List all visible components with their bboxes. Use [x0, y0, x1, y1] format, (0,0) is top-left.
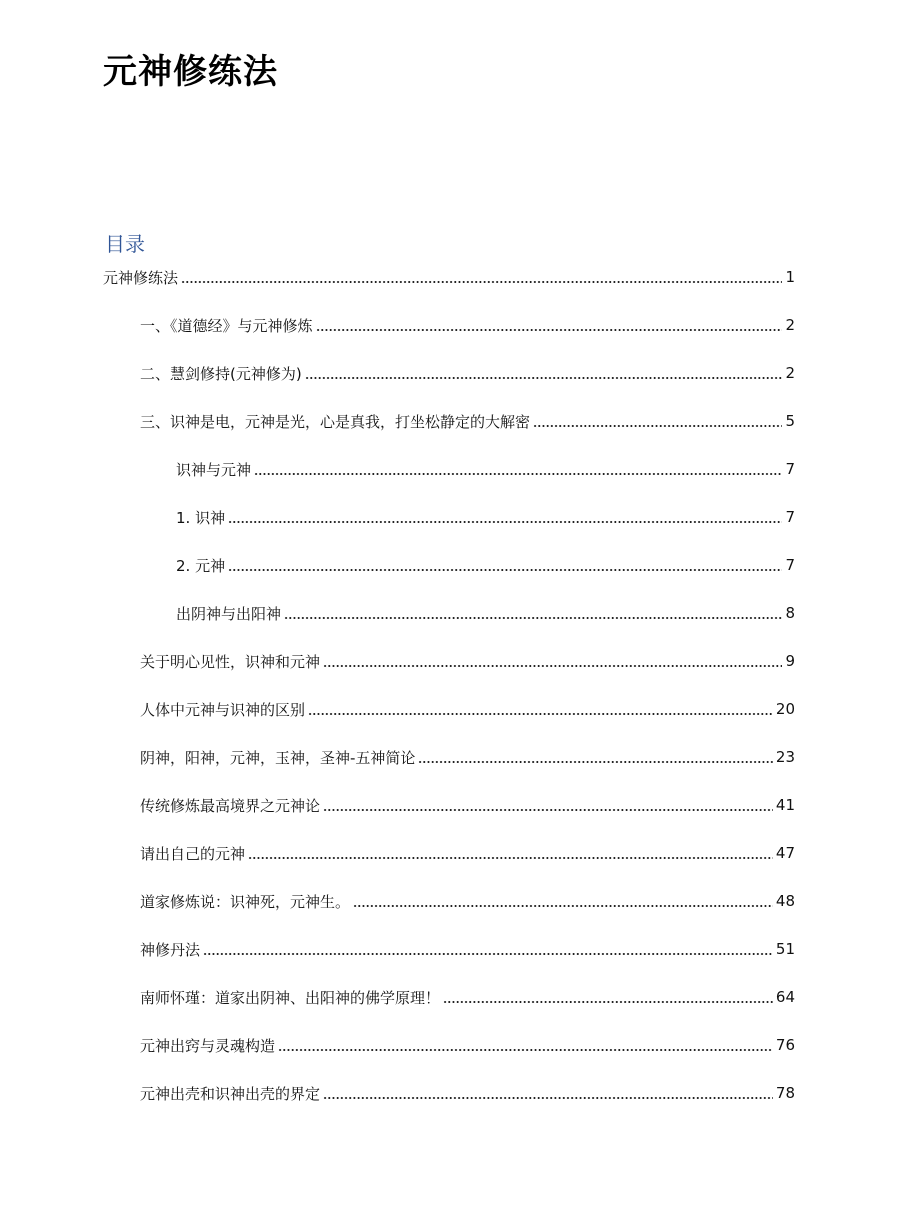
- toc-entry[interactable]: [140, 733, 795, 781]
- toc-entry-label: 请出自己的元神: [140, 844, 246, 863]
- toc-dot-leader: [254, 473, 782, 475]
- toc-entry-page: 64: [775, 988, 795, 1006]
- toc-entry-label: 出阴神与出阳神: [176, 604, 282, 623]
- toc-dot-leader: [533, 425, 782, 427]
- toc-entry-label: 阴神，阳神，元神，玉神，圣神-五神简论: [140, 748, 416, 767]
- toc-entry-label: 三、识神是电，元神是光，心是真我，打坐松静定的大解密: [140, 412, 531, 431]
- toc-entry-page: 2: [785, 364, 795, 382]
- toc-dot-leader: [316, 329, 783, 331]
- toc-entry-label: 元神出窍与灵魂构造: [140, 1036, 276, 1055]
- toc-entry[interactable]: [140, 397, 795, 445]
- toc-dot-leader: [284, 617, 782, 619]
- toc-entry[interactable]: [140, 637, 795, 685]
- toc-dot-leader: [418, 761, 772, 763]
- toc-entry-page: 48: [775, 892, 795, 910]
- toc-entry-page: 2: [785, 316, 795, 334]
- toc-entry-label: 二、慧剑修持(元神修为): [140, 364, 302, 383]
- toc-entry-label: 元神修练法: [103, 268, 179, 287]
- toc-entry-label: 神修丹法: [140, 940, 201, 959]
- toc-entry[interactable]: [140, 1021, 795, 1069]
- toc-entry-label: 道家修炼说：识神死，元神生。: [140, 892, 351, 911]
- toc-entry-page: 9: [785, 652, 795, 670]
- toc-entry-page: 7: [785, 556, 795, 574]
- toc-entry[interactable]: [140, 973, 795, 1021]
- toc-entry-label: 识神与元神: [176, 460, 252, 479]
- toc-dot-leader: [248, 857, 773, 859]
- toc-entry-page: 41: [775, 796, 795, 814]
- toc-dot-leader: [228, 521, 782, 523]
- toc-entry[interactable]: [103, 253, 795, 301]
- toc-entry-label: 人体中元神与识神的区别: [140, 700, 306, 719]
- toc-entry-label: 2. 元神: [176, 556, 226, 575]
- toc-entry[interactable]: [176, 541, 795, 589]
- toc-entry-label: 1. 识神: [176, 508, 226, 527]
- toc-entry-page: 23: [775, 748, 795, 766]
- toc-entry[interactable]: [140, 781, 795, 829]
- toc-dot-leader: [203, 953, 773, 955]
- toc-entry-label: 南师怀瑾：道家出阴神、出阳神的佛学原理！: [140, 988, 441, 1007]
- toc-dot-leader: [443, 1001, 773, 1003]
- toc-entry-label: 元神出壳和识神出壳的界定: [140, 1084, 321, 1103]
- toc-dot-leader: [323, 665, 782, 667]
- toc-entry[interactable]: [140, 685, 795, 733]
- toc-entry[interactable]: [140, 349, 795, 397]
- toc-entry-page: 20: [775, 700, 795, 718]
- toc-dot-leader: [308, 713, 773, 715]
- toc-entry[interactable]: [140, 877, 795, 925]
- toc-heading: 目录: [105, 232, 145, 256]
- toc-entry-page: 5: [785, 412, 795, 430]
- toc-dot-leader: [353, 905, 773, 907]
- toc-dot-leader: [323, 1097, 773, 1099]
- toc-dot-leader: [278, 1049, 773, 1051]
- toc-dot-leader: [323, 809, 773, 811]
- toc-entry[interactable]: [140, 925, 795, 973]
- toc-entry-page: 8: [785, 604, 795, 622]
- toc-entry-page: 76: [775, 1036, 795, 1054]
- toc-entry-page: 7: [785, 508, 795, 526]
- toc-entry[interactable]: [176, 493, 795, 541]
- toc-entry-page: 7: [785, 460, 795, 478]
- toc-entry[interactable]: [140, 1069, 795, 1117]
- toc-entry[interactable]: [176, 589, 795, 637]
- toc-entry-page: 47: [775, 844, 795, 862]
- toc-entry[interactable]: [176, 445, 795, 493]
- toc-entry[interactable]: [140, 301, 795, 349]
- toc-entry-page: 51: [775, 940, 795, 958]
- toc-dot-leader: [228, 569, 782, 571]
- toc-dot-leader: [305, 377, 783, 379]
- toc-entry-label: 一、《道德经》与元神修炼: [140, 316, 313, 335]
- toc-entry-label: 关于明心见性，识神和元神: [140, 652, 321, 671]
- toc-entry-label: 传统修炼最高境界之元神论: [140, 796, 321, 815]
- document-title: 元神修练法: [103, 52, 278, 92]
- toc-entry-page: 78: [775, 1084, 795, 1102]
- toc-entry-page: 1: [785, 268, 795, 286]
- toc-entry[interactable]: [140, 829, 795, 877]
- toc-dot-leader: [181, 281, 782, 283]
